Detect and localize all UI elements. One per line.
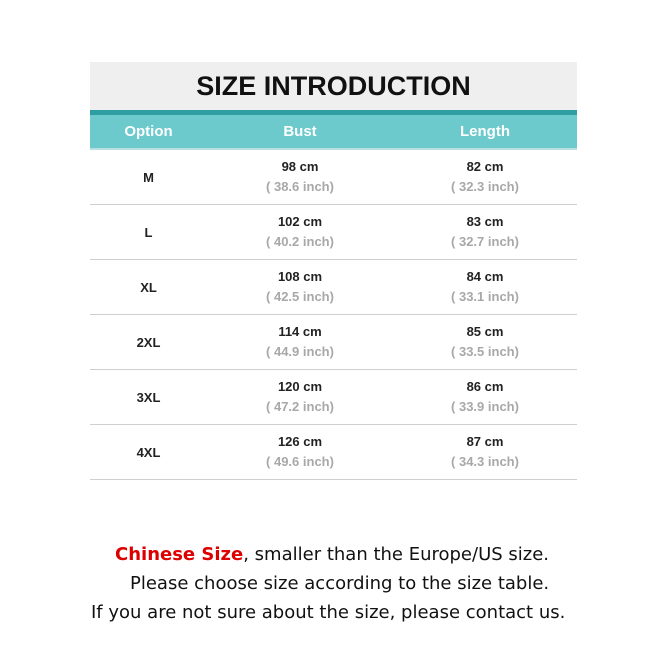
bust-inch: ( 44.9 inch) [266,344,334,359]
table-row [90,260,577,315]
length-cell [393,267,577,307]
size-option: 2XL [136,334,161,350]
length-cm: 86 cm [466,379,504,394]
table-row [90,150,577,205]
length-cm: 85 cm [466,324,504,339]
length-cell [393,377,577,417]
size-notes [0,540,653,627]
length-inch: ( 33.1 inch) [451,289,519,304]
size-table-card [90,62,577,480]
bust-cell [207,377,393,417]
table-header [90,115,577,150]
length-inch: ( 32.3 inch) [451,179,519,194]
note-line-1 [0,540,653,569]
length-cell [393,212,577,252]
size-option: 4XL [136,444,161,460]
bust-cell [207,157,393,197]
table-row [90,425,577,480]
bust-cm: 120 cm [277,379,323,394]
chinese-size-highlight: Chinese Size [115,544,244,565]
bust-cell [207,267,393,307]
note-line-1-text: , smaller than the Europe/US size. [243,544,550,565]
length-cell [393,432,577,472]
size-option: 3XL [136,389,161,405]
bust-inch: ( 49.6 inch) [266,454,334,469]
table-body [90,150,577,480]
length-cm: 82 cm [466,159,504,174]
header-option: Option [124,123,173,140]
bust-cm: 98 cm [281,159,319,174]
table-row [90,205,577,260]
bust-cm: 114 cm [278,324,322,339]
length-cm: 87 cm [466,434,504,449]
header-bust: Bust [283,123,317,140]
table-row [90,315,577,370]
bust-cell [207,322,393,362]
length-inch: ( 33.5 inch) [451,344,519,359]
length-cm: 83 cm [466,214,504,229]
length-cell [393,322,577,362]
bust-cm: 126 cm [277,434,323,449]
bust-cm: 108 cm [277,269,323,284]
length-cm: 84 cm [466,269,504,284]
bust-cell [207,432,393,472]
length-cell [393,157,577,197]
bust-inch: ( 42.5 inch) [266,289,334,304]
header-length: Length [460,123,510,140]
size-option: XL [140,279,157,295]
size-option: M [143,169,154,185]
table-title: SIZE INTRODUCTION [90,62,577,110]
length-inch: ( 32.7 inch) [451,234,519,249]
size-option: L [144,224,153,240]
bust-cell [207,212,393,252]
note-line-3: If you are not sure about the size, please contact us. [91,602,566,623]
note-line-2: Please choose size according to the size table. [130,573,550,594]
length-inch: ( 34.3 inch) [451,454,519,469]
length-inch: ( 33.9 inch) [451,399,519,414]
bust-cm: 102 cm [277,214,323,229]
table-row [90,370,577,425]
bust-inch: ( 47.2 inch) [266,399,334,414]
bust-inch: ( 38.6 inch) [266,179,334,194]
bust-inch: ( 40.2 inch) [266,234,334,249]
